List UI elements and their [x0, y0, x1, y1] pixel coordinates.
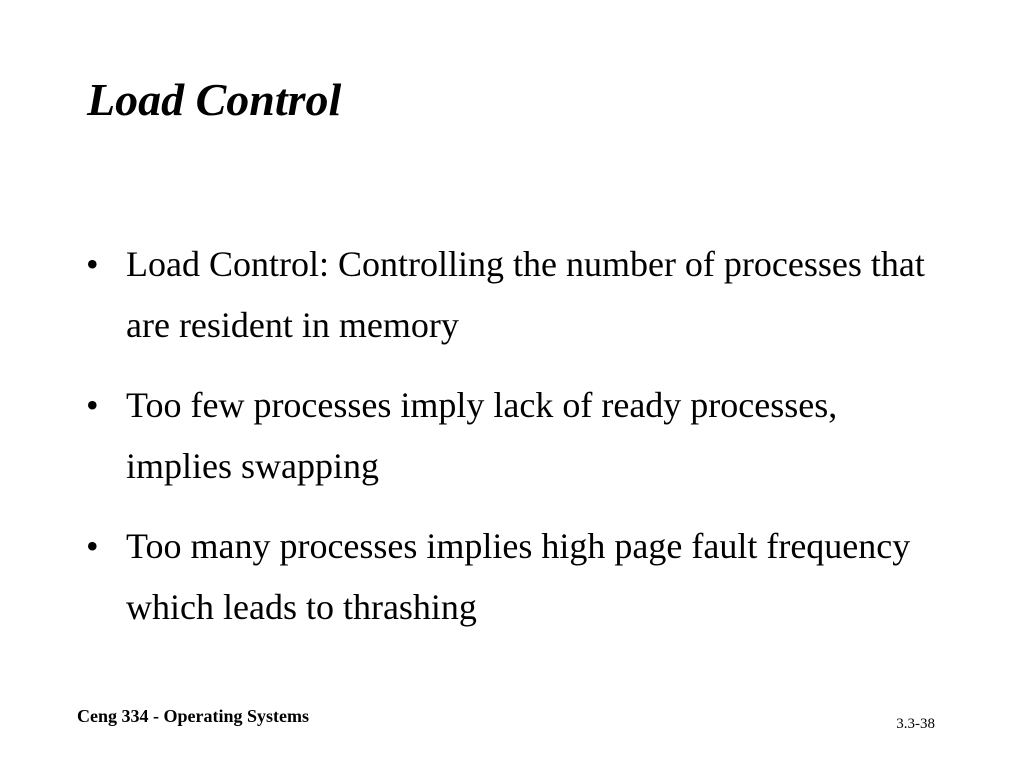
bullet-dot-icon: •: [86, 526, 99, 566]
bullet-item: [86, 375, 946, 497]
bullet-text: Too many processes implies high page fault frequency which leads to thrashing: [126, 526, 911, 627]
bullet-item: [86, 234, 946, 356]
bullet-text: Load Control: Controlling the number of processes that are resident in memory: [126, 244, 925, 345]
slide-title: Load Control: [87, 74, 342, 125]
bullet-text: Too few processes imply lack of ready processes, implies swapping: [126, 385, 838, 486]
bullet-dot-icon: •: [86, 385, 99, 425]
footer-course-title: Ceng 334 - Operating Systems: [77, 706, 309, 726]
bullet-dot-icon: •: [86, 244, 99, 284]
bullet-item: [86, 516, 946, 638]
bullet-list: [86, 234, 946, 638]
slide-number: 3.3-38: [896, 716, 935, 732]
